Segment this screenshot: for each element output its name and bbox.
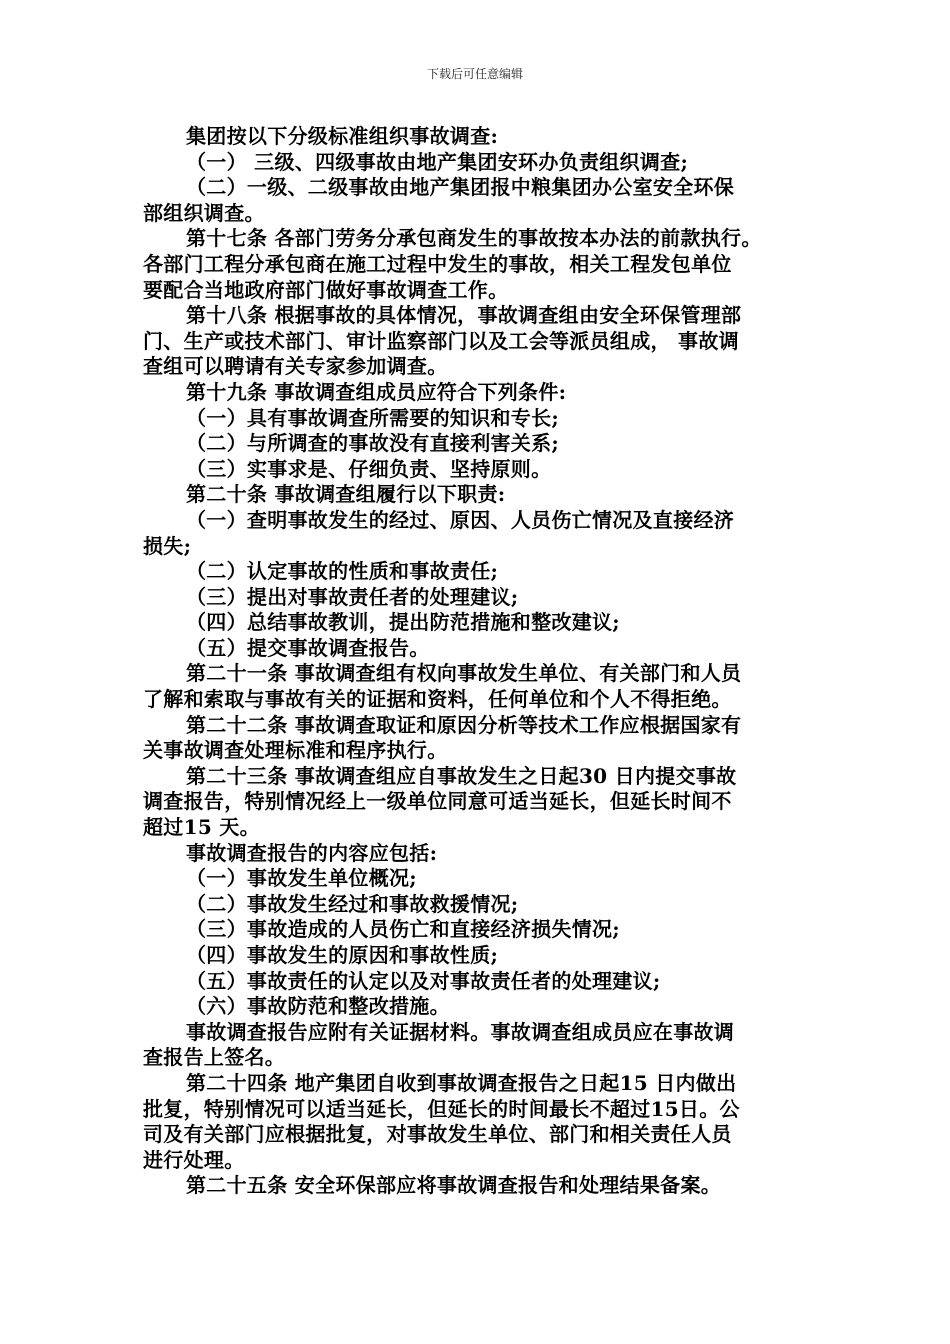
text-line: （五）事故责任的认定以及对事故责任者的处理建议;	[186, 968, 661, 993]
text-line: 要配合当地政府部门做好事故调查工作。	[143, 277, 509, 302]
text-line: （三）提出对事故责任者的处理建议;	[186, 584, 519, 609]
text-line: 门、生产或技术部门、审计监察部门以及工会等派员组成， 事故调	[143, 328, 739, 353]
text-line: （三）实事求是、仔细负责、坚持原则。	[186, 456, 552, 481]
text-line: （二）认定事故的性质和事故责任;	[186, 559, 499, 584]
text-line: 部组织调查。	[143, 200, 265, 225]
text-line: 超过15 天。	[143, 815, 260, 840]
text-line: 关事故调查处理标准和程序执行。	[143, 738, 448, 763]
page-header: 下载后可任意编辑	[426, 67, 523, 81]
text-line: 第二十一条 事故调查组有权向事故发生单位、有关部门和人员	[186, 661, 742, 686]
text-line: （一） 三级、四级事故由地产集团安环办负责组织调查;	[186, 149, 689, 174]
text-line: 损失;	[143, 533, 192, 558]
text-line: 批复，特别情况可以适当延长，但延长的时间最长不超过15日。公	[143, 1096, 740, 1121]
text-line: （二）一级、二级事故由地产集团报中粮集团办公室安全环保	[186, 175, 735, 200]
text-line: 集团按以下分级标准组织事故调查:	[186, 124, 499, 148]
text-line: （六）事故防范和整改措施。	[186, 994, 450, 1019]
text-line: （三）事故造成的人员伤亡和直接经济损失情况;	[186, 917, 620, 942]
text-line: （五）提交事故调查报告。	[186, 635, 430, 660]
text-line: 第十九条 事故调查组成员应符合下列条件:	[186, 379, 567, 404]
text-line: 第二十三条 事故调查组应自事故发生之日起30 日内提交事故	[186, 763, 737, 788]
text-line: 第十八条 根据事故的具体情况，事故调查组由安全环保管理部	[186, 303, 742, 328]
text-line: 事故调查报告应附有关证据材料。事故调查组成员应在事故调	[186, 1019, 735, 1044]
text-line: 第二十五条 安全环保部应将事故调查报告和处理结果备案。	[186, 1173, 722, 1198]
document-body	[143, 124, 813, 1199]
text-line: 查报告上签名。	[143, 1045, 286, 1070]
text-line: （四）事故发生的原因和事故性质;	[186, 943, 499, 967]
text-line: 司及有关部门应根据批复，对事故发生单位、部门和相关责任人员	[143, 1122, 732, 1147]
text-line: （一）具有事故调查所需要的知识和专长;	[186, 405, 560, 430]
text-line: 第二十二条 事故调查取证和原因分析等技术工作应根据国家有	[186, 712, 742, 737]
text-line: 各部门工程分承包商在施工过程中发生的事故，相关工程发包单位	[143, 251, 732, 276]
text-line: 了解和索取与事故有关的证据和资料，任何单位和个人不得拒绝。	[143, 687, 732, 712]
text-line: （二）与所调查的事故没有直接利害关系;	[186, 431, 560, 456]
text-line: 第二十四条 地产集团自收到事故调查报告之日起15 日内做出	[186, 1070, 737, 1095]
text-line: （二）事故发生经过和事故救援情况;	[186, 891, 519, 916]
text-line: （一）事故发生单位概况;	[186, 866, 417, 891]
text-line: 调查报告，特别情况经上一级单位同意可适当延长，但延长时间不	[143, 789, 732, 814]
text-line: 第十七条 各部门劳务分承包商发生的事故按本办法的前款执行。	[186, 226, 762, 251]
text-line: 查组可以聘请有关专家参加调查。	[143, 354, 448, 379]
text-line: （一）查明事故发生的经过、原因、人员伤亡情况及直接经济	[186, 507, 735, 532]
text-line: 进行处理。	[143, 1147, 245, 1172]
text-line: 第二十条 事故调查组履行以下职责:	[186, 482, 506, 507]
text-line: （四）总结事故教训，提出防范措施和整改建议;	[186, 610, 620, 635]
text-line: 事故调查报告的内容应包括:	[186, 840, 438, 865]
